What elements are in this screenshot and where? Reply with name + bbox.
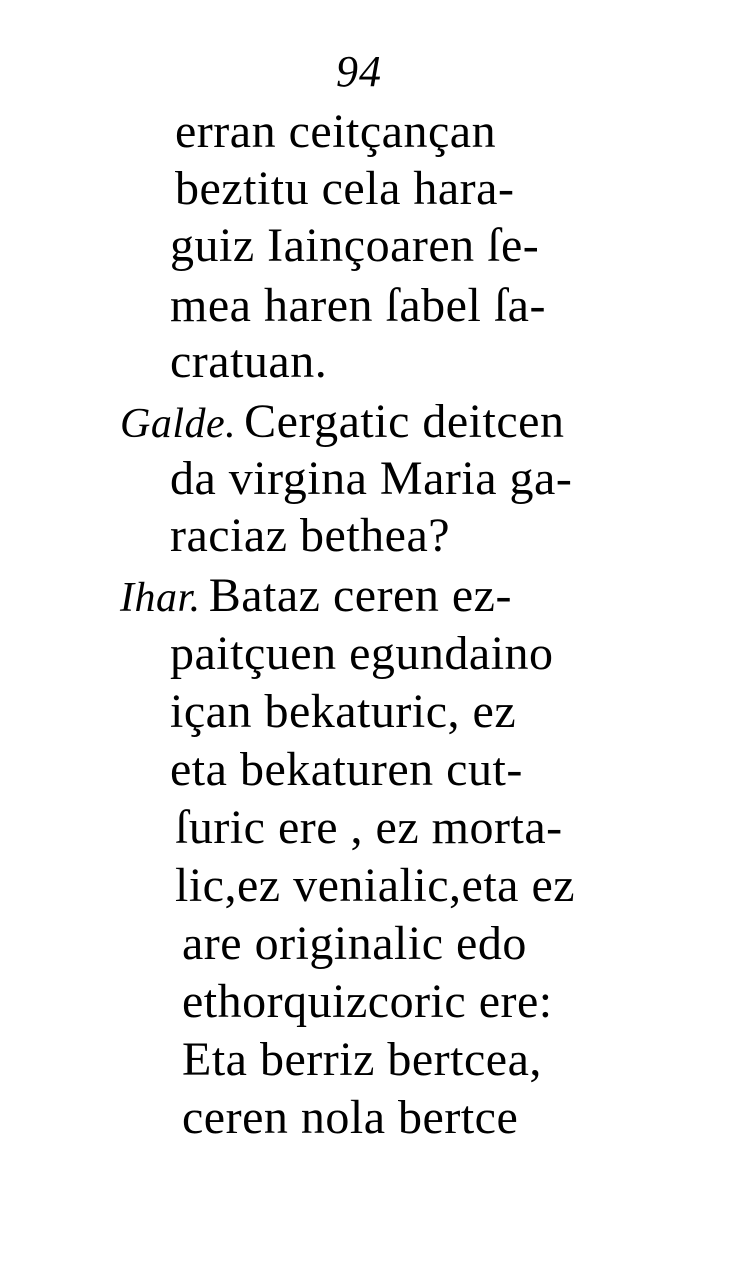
line-text: are originalic edo bbox=[182, 917, 527, 970]
line-text: Cergatic deitcen bbox=[244, 395, 565, 448]
text-line bbox=[170, 219, 540, 272]
line-text: ethorquizcoric ere: bbox=[182, 975, 553, 1028]
text-line bbox=[182, 1091, 519, 1144]
text-line bbox=[170, 743, 523, 796]
line-text: beztitu cela hara- bbox=[175, 162, 515, 215]
text-line bbox=[170, 279, 546, 332]
line-text: guiz Iainçoaren ſe- bbox=[170, 219, 540, 272]
line-text: lic,ez venialic,eta ez bbox=[175, 859, 576, 912]
text-line bbox=[170, 685, 517, 738]
text-line bbox=[170, 509, 451, 562]
line-text: eta bekaturen cut- bbox=[170, 743, 523, 796]
line-text: içan bekaturic, ez bbox=[170, 685, 517, 738]
line-text: ſuric ere , ez morta- bbox=[175, 801, 563, 854]
speaker-label: Galde. bbox=[120, 401, 237, 447]
line-text: raciaz bethea? bbox=[170, 509, 451, 562]
line-text: paitçuen egundaino bbox=[170, 627, 554, 680]
line-text: Eta berriz bertcea, bbox=[182, 1033, 542, 1086]
speaker-label: Ihar. bbox=[120, 575, 201, 621]
text-line bbox=[175, 105, 497, 158]
line-text: erran ceitçançan bbox=[175, 105, 497, 158]
text-line bbox=[175, 801, 563, 854]
text-line bbox=[175, 162, 515, 215]
text-line bbox=[182, 1033, 542, 1086]
line-text: ceren nola bertce bbox=[182, 1091, 519, 1144]
text-line bbox=[182, 975, 553, 1028]
line-text: Bataz ceren ez- bbox=[208, 569, 512, 622]
line-text: cratuan. bbox=[170, 335, 328, 388]
line-text: da virgina Maria ga- bbox=[170, 452, 573, 505]
text-line bbox=[182, 917, 527, 970]
text-line bbox=[170, 627, 554, 680]
answer-line bbox=[120, 569, 512, 622]
page-number: 94 bbox=[336, 47, 382, 96]
text-line bbox=[175, 859, 576, 912]
text-line bbox=[170, 335, 328, 388]
question-line bbox=[120, 395, 565, 448]
line-text: mea haren ſabel ſa- bbox=[170, 279, 546, 332]
text-line bbox=[170, 452, 573, 505]
